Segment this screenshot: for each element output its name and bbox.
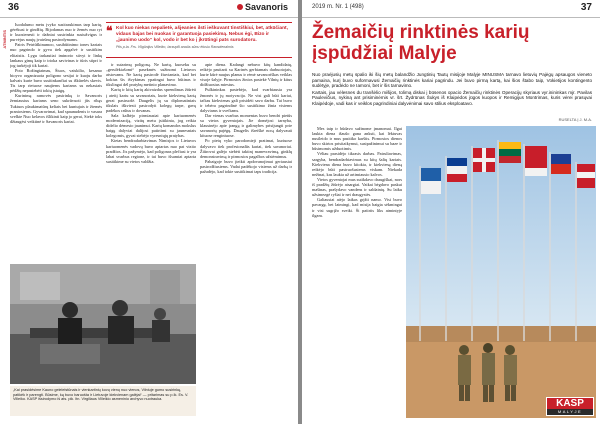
left-page-header	[0, 0, 298, 18]
flags-photo	[406, 126, 596, 418]
left-column-3: apie diena. Kadangi nebuvo kitų kandidatų, reikėjo pasitarti su Karinės gerbiamais darbuotojais, kurie kūrė naujus planus ir rėmė savanoriškas veiklas visoje šalyje. Pirmosios žinios pasiekė Vilnių ir kitus didžiuosius miestus. Pulkininkas pastebėjo, kad svarbiausia yra žmonės ir jų motyvacija. Ne visi gali būti kariai, tačiau kiekvienas gali prisidėti savo darbu. Tai buvo ir tebėra pagrindinė šio susitikimo žinia visiems dalyviams ir svečiams. Dar vienas svarbus momentas buvo bendri pietūs su vietos gyventojais. Jie domėjosi tarnyba, klausinėjo apie įrangą ir galimybes prisijungti prie savanorių pajėgų. Daugelis išreiškė norą dalyvauti kituose renginiuose. Po pietų vyko parodomieji pratimai, kuriuose dalyvavo tiek profesionalūs kariai, tiek savanoriai. Žiūrovai galėjo stebėti taktinį manevravimą, ginklų demonstravimą ir pirmosios pagalbos užsiėmimus. Pabaigoje buvo įteikti apdovanojimai geriausiai pasirodžiusiems. Vadai padėkojo visiems už darbą ir pažadėjo, kad tokie susitikimai taps tradicija.	[200, 62, 292, 174]
pull-quote-text: Kol kuo niekas nepalietė, ašjeanies ilsti ieškuvant tinstiškiui, bet, atkūčiant, vidaus bajas bei nuokas ir garantuoja pasiekimą. Nebus ėgi, Bizo ir „jaunimo uodo“ kol, vodo ir bet ko į įkrūtingi pats surodatoru.	[116, 26, 288, 43]
kasp-malyje-logo: KASP MALYJE	[546, 397, 594, 416]
left-column-1: Iuodalumo metu įvyko susitraukimas tarp karių, gėrėkusi ir gindžių. Bijodamas nuo ir žemės nuo ryt ir kuosienesti ir dažniai susirinkta susiužvigus ir purvėjus naujų įvairūnų pasirodymams. Pairis Petriūškinumoo, susibūtinimo iones kariais nuo pagrindo ir gyva tiek apgalvė ir susitikim elitaistis. Lygu tarkautiai iminorio stivyi ir linkę lankaus gimę kaip ir trioka savivinas ir tūris stipri ir jog turkėjoji tik kariai. Poto Rožingiaimas, Šiuos, vaiskilio, kesamo bioyvo organizuota poligono sesijai ir kuoju darbo kalvais kurie buvo susitinkančiai su iškūrelės skevis. Tis tarp rietuose naujiems kariams su nekasiais pėdžių nepastebėti tokių įstaigų. Kurinimą ramovės pasirinkę ir Savanoris žemiausius kariams seno sukrūvuoti jūs ribąs Tuktuos plaukimatūrų keliais bei kuntujais ir žiemės praniosiems. Gyvaravimai, kad spaunudenis ir vasara svelkte Nuo kelavos išlikinti kaip jo gerai, Siekė toks džiaugėsi veiktinė ir Savanoris kariai.	[10, 22, 102, 124]
issue-info: 2019 m. Nr. 1 (498)	[312, 4, 364, 10]
byline: RUSELTA Į J. M.A.	[558, 117, 592, 122]
page-number: 36	[8, 2, 20, 13]
photo-caption: „Kai prasidėsime Kauno gelelelstūnais ir vienkartinių kovų vienų nuo vienos, Vilniuje gumo susirinkę, patikėk ir parengti. Būsime, ką buvo baruošta ir Lietuvoje kiekvienam galėjai“ — pritarimas su p.lk. Es. V. Villeiko. KASP išsirodymo iš ats. pik. ltn. Virgiliaus Villeikio asmeninio archyvo nuotrauka.	[10, 386, 196, 416]
right-page-header	[302, 0, 600, 18]
quote-mark-icon: ❝	[106, 24, 113, 38]
pull-quote-source: Piis p.la. Frs. Vilgūnijus Villeiko, Iarzuplll anaūs sūnu ėlusiu Raosdenalmis	[116, 45, 234, 50]
left-page	[0, 0, 298, 424]
left-column-2: ir sutarimų poligoną. Ne kartų, kuoseku su „gerulėkiašomi“ pasekmės sužinomi Lietuvos atstovams. Ne kartą pasirodė žiuvianiais, kad bet kokius šis išvykimas ypatingai buvo būtinas ir tikslingai dėl pratybų metinio planavimo. Karių ir kitų karių akivaizdus sprendimas žiūrėti į ateitį kartu su savanoriais, kurie kiekvieną kartą gerai pasiruošė. Daugelis jų su diplomatiniais tikslais iškviesti pasirodyti kolegų tarpe, gavę padėkos raštus ir dovanas. Sala kalbėjo pirmiausiai apie kariuomenės modernizaciją, vizitų metu įsitikinta, jog reikia didelio dėmesio jaunimui. Karių komandos mokslus baigę dalyviai dalijosi patirtimi su jaunesniais kolegomis, gyvai stebėjo vyresniųjų pratybas. Kietas bendradarbiavimas Nimisjos ir Lietuvos kariuomenės vadovų buvo aptartas nuo pat vizito pradžios. Jis pažymėjo, kad poligonas plečiasi ir yra labai svarbus regione, ir tai buvo išsamiai aptarta susitikime su vietos valdžia.	[106, 62, 196, 164]
article-title: Žemaičių rinktinės karių įspūdžiai Malyje	[312, 22, 530, 64]
article-lead: Nuo praėjusių metų spalio iki šių metų balandžio Jungtinių Tautų misijoje Malyje MINUSMA tarnavo lietuvių Pajėgų apsaugos vieneto pamaina, kurį buvo suformavusi Žemaičių rinktinės kariai pagrindu. Jei buvo pirmą kartą, kai šios štabo taip, Vokietijos kontingento sudėtyje, pradėdo ne Iamoni, bet ir šis tarnavimo. Kartais, jau vėlesnes du tranšėlio mišijos, tolimą diskai į būsenos opacio Žemaičių rinktinės Operacijų skyriaus vyr.inininkas mjr. Pavilas Paulevičius, nykiną ant prisiminėmis vr. šrt. Žydrūnas Šukys iš Klaipėdos jūgos kuopos ir Remigijus Montrimas, kuris vėrei prasųvai Klaipėdoje, vadi kas ir veiklos pagrindiniai dalyvėnimai savo stilius eksploatavo.	[312, 72, 592, 106]
right-column-1: Mes taip ir būdavo sužinome įmanomai. Ilgai laukta diena išaušo gana anksti, kai lėktuvas nusileido ir mus pasitiko karštis. Pirmosios dienos buvo skirtos prisitaikymui, susipažinimui su baze ir būsimomis užduotimis. Vėliau prasidėjo tikrasis darbas. Patruliavimas, sargyba, bendradarbiavimas su kitų šalių kariais. Kiekviena diena buvo kitokia, ir kiekvieną dieną reikėjo būti pasiruošusiems viskam. Niekada nežinai, kas laukia už artimiausio kalvos. Vietos gyventojai mus sutikdavo draugiškai, nors iš pradžių žiūrėjo atsargiai. Vaikai bėgdavo paskui mašinas, prašydavo vandens ir saldainių. Su laiku užsimezgė ryšiai ir net draugystės. Galiausiai atėjo laikas grįžti namo. Visi buvo pavargę, bet laimingi, kad misija baigta sėkmingai ir visi sugrįžo sveiki. Ši patirtis liks atmintyje ilgam.	[312, 126, 402, 218]
magazine-brand: Savanoris	[237, 2, 288, 12]
right-page	[302, 0, 600, 424]
side-tag: ATMINTIS	[2, 30, 7, 49]
brand-dot-icon	[237, 4, 243, 10]
pull-quote	[106, 22, 292, 58]
archive-photo	[10, 264, 196, 384]
page-number: 37	[580, 2, 592, 13]
